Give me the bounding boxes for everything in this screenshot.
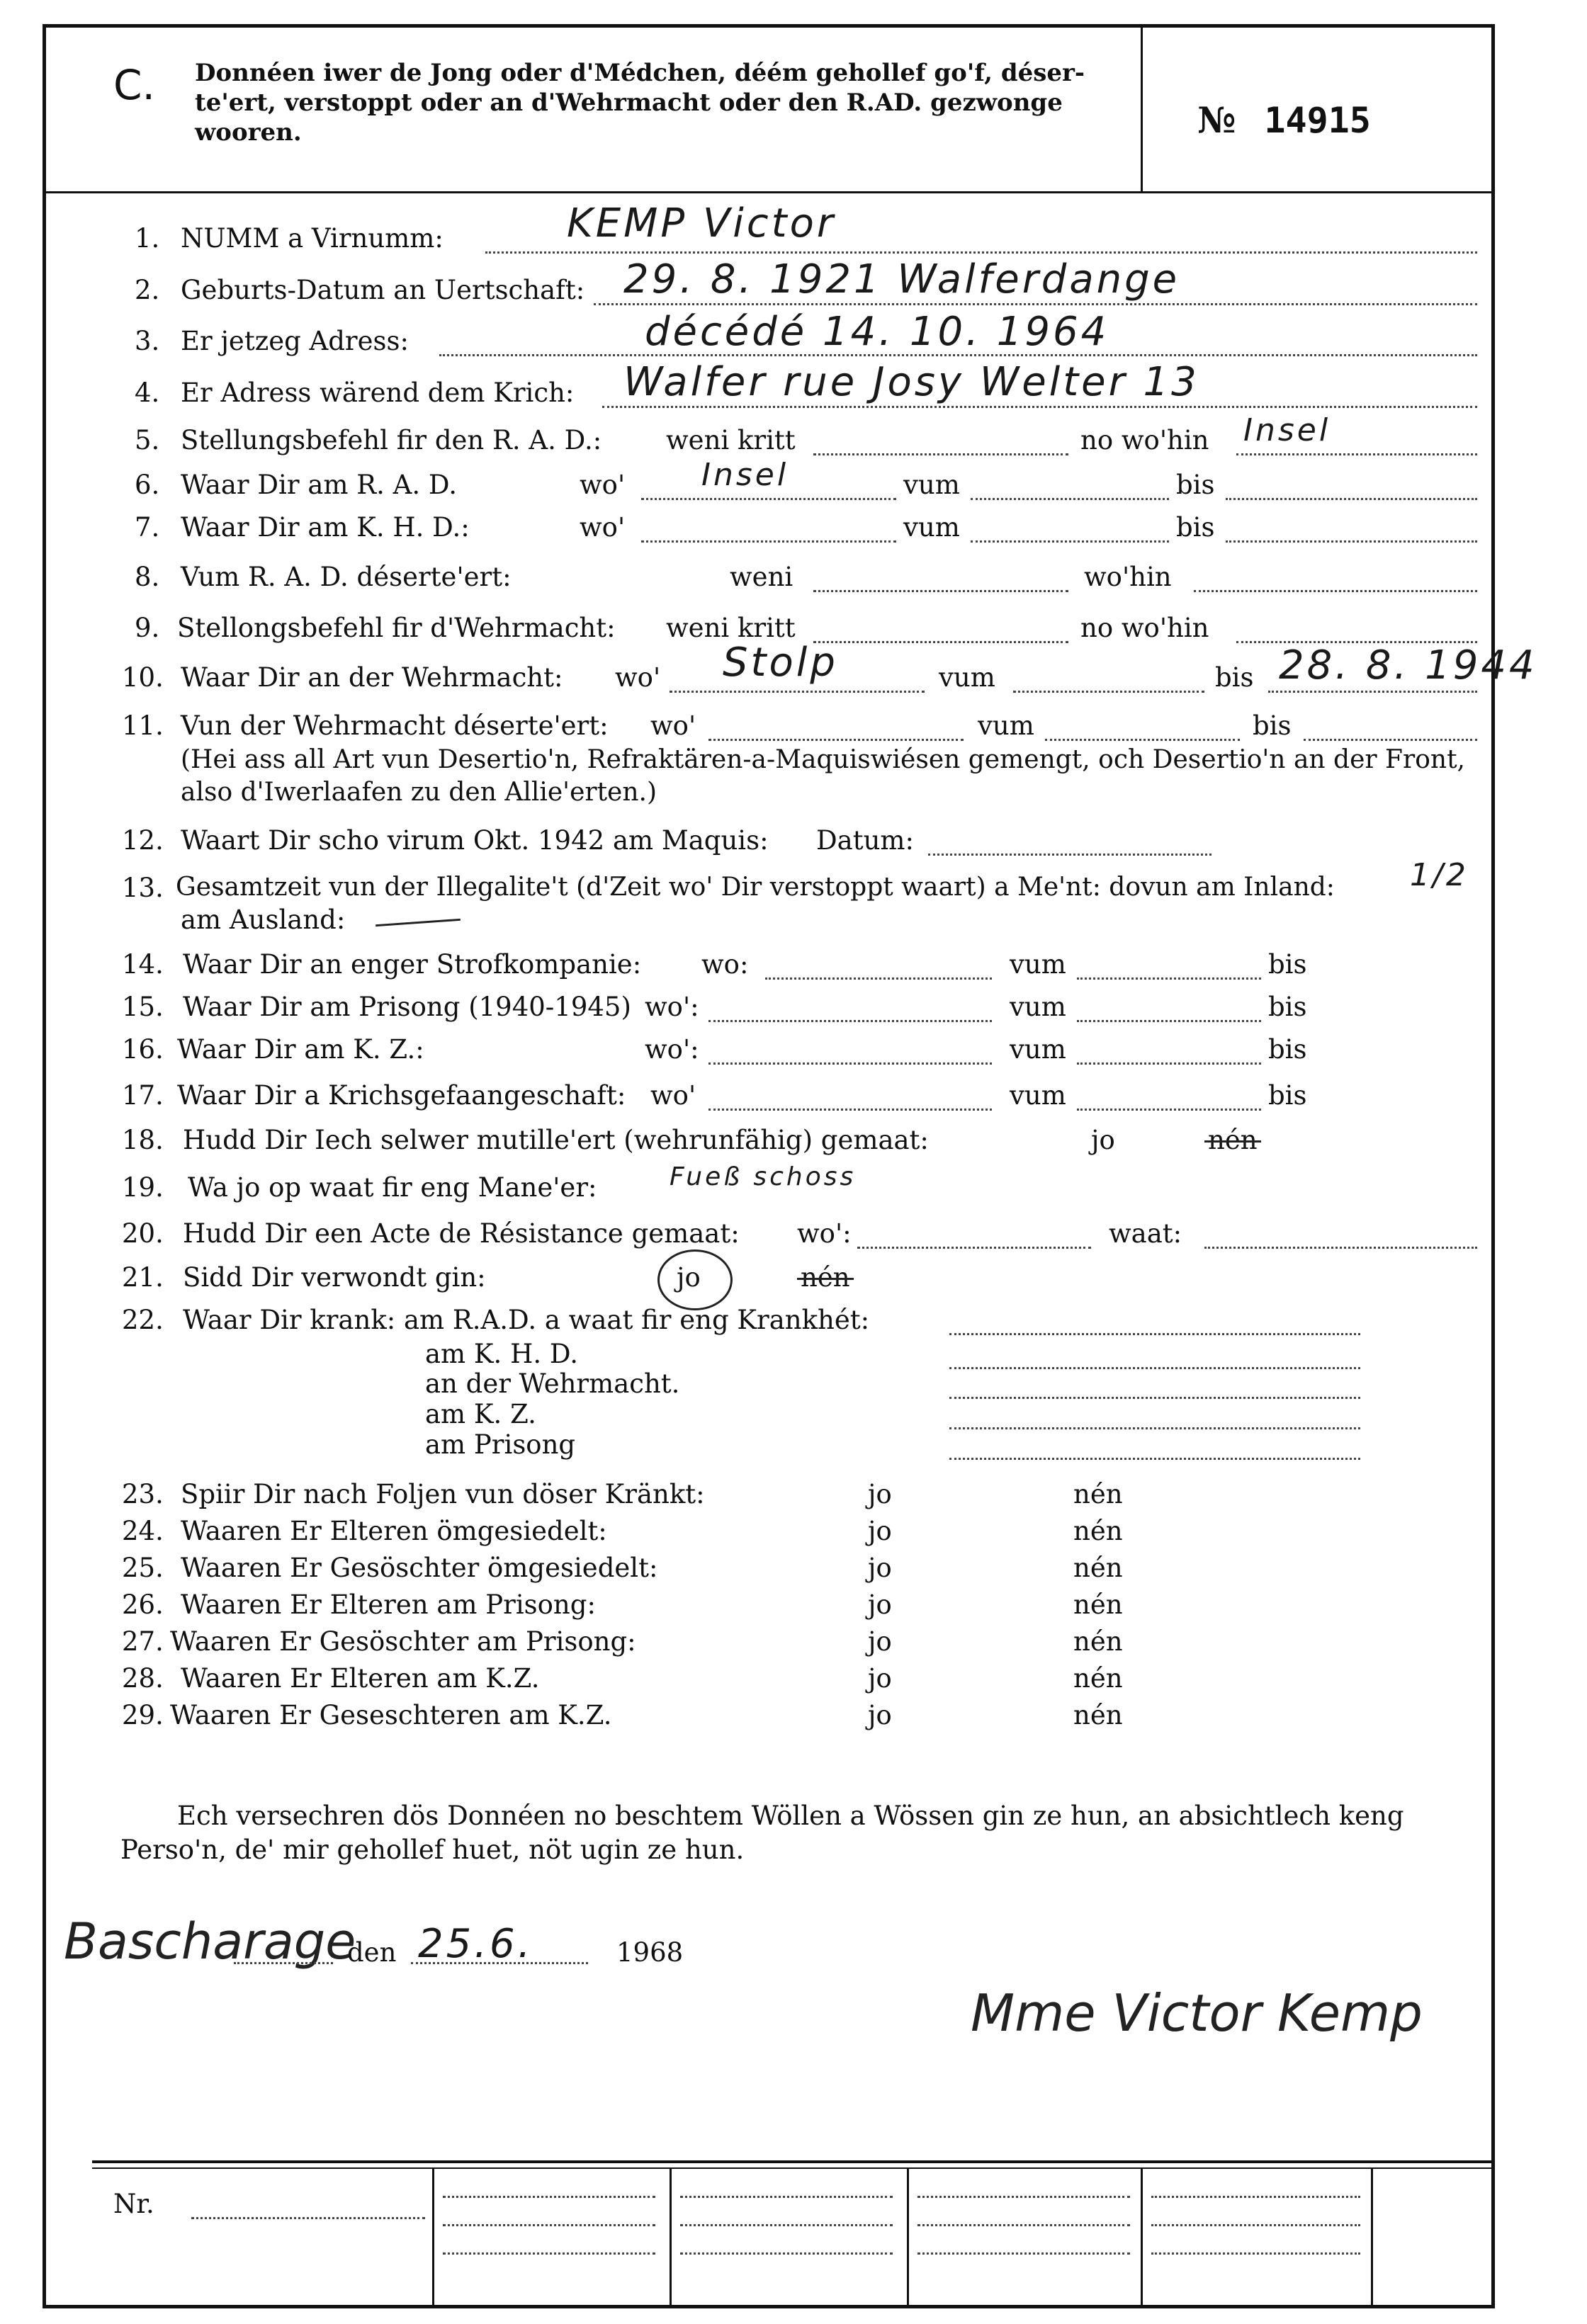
field-sublabel: am K. H. D. (425, 1339, 578, 1369)
footer-column-divider (670, 2167, 672, 2306)
handwritten-dash (375, 919, 461, 926)
field-line[interactable] (485, 251, 1477, 254)
field-number: 8. (135, 562, 160, 592)
declaration-text: Ech versechren dös Donnéen no beschtem Wöllen a Wössen gin ze hun, an absichtlech keng Perso'n, de' mir gehollef huet, nöt ugin ze hun. (120, 1801, 1404, 1865)
field-label: Waar Dir am R. A. D. (181, 470, 457, 500)
option-jo[interactable]: jo (868, 1589, 892, 1620)
footer-line[interactable] (917, 2224, 1130, 2226)
field-sublabel: vum (978, 710, 1034, 741)
field-number: 6. (135, 470, 160, 500)
field-label: Waar Dir am K. H. D.: (181, 512, 470, 543)
field-sublabel: am Prisong (425, 1429, 576, 1460)
field-line[interactable] (641, 498, 896, 500)
field-number: 4. (135, 378, 160, 408)
field-row-20 (0, 1218, 1587, 1254)
field-row-10 (0, 640, 1587, 698)
option-jo[interactable]: jo (868, 1626, 892, 1657)
field-number: 29. (122, 1700, 164, 1730)
field-row-23 (0, 1479, 1587, 1514)
field-label: Waaren Er Gesöschter ömgesiedelt: (181, 1553, 658, 1583)
field-row-1 (0, 200, 1587, 259)
field-line[interactable] (1194, 590, 1477, 592)
handwritten-war-address: Walfer rue Josy Welter 13 (623, 359, 1199, 405)
field-line[interactable] (1304, 739, 1477, 741)
option-nen[interactable]: nén (1073, 1700, 1123, 1730)
field-number: 17. (122, 1080, 164, 1111)
field-label: Waar Dir am K. Z.: (177, 1034, 424, 1065)
field-sublabel: vum (1010, 949, 1066, 980)
field-line[interactable] (1226, 498, 1477, 500)
header-divider (43, 191, 1495, 193)
field-sublabel: bis (1176, 470, 1215, 500)
footer-column-divider (1141, 2167, 1143, 2306)
place-line[interactable] (234, 1962, 333, 1964)
field-line[interactable] (602, 406, 1477, 408)
field-line[interactable] (708, 1020, 992, 1022)
field-line[interactable] (1268, 691, 1477, 693)
field-line[interactable] (813, 641, 1068, 643)
option-nen[interactable]: nén (1073, 1626, 1123, 1657)
field-row-18 (0, 1125, 1587, 1160)
field-row-17 (0, 1080, 1587, 1116)
handwritten-wehrmacht-place: Stolp (723, 640, 838, 686)
option-jo[interactable]: jo (868, 1479, 892, 1509)
field-row-22 (0, 1305, 1587, 1340)
field-line[interactable] (1236, 453, 1477, 455)
option-jo[interactable]: jo (677, 1262, 701, 1293)
handwritten-rad-destination: Insel (1243, 412, 1331, 448)
field-sublabel: wo' (615, 662, 661, 693)
field-row-21 (0, 1262, 1587, 1298)
field-number: 16. (122, 1034, 164, 1065)
field-label: Stellungsbefehl fir den R. A. D.: (181, 425, 602, 455)
field-number: 2. (135, 275, 160, 305)
handwritten-wehrmacht-end: 28. 8. 1944 (1279, 642, 1537, 688)
field-number: 24. (122, 1516, 164, 1546)
field-sublabel: wo': (645, 992, 699, 1022)
handwritten-name: KEMP Victor (567, 200, 836, 246)
field-line[interactable] (708, 1062, 992, 1065)
header-vertical-divider (1141, 24, 1143, 191)
option-jo[interactable]: jo (868, 1700, 892, 1730)
footer-column-divider (432, 2167, 434, 2306)
field-row-12 (0, 825, 1587, 861)
handwritten-inland-months: 1/2 (1410, 857, 1469, 893)
field-line[interactable] (928, 854, 1212, 856)
field-sublabel: vum (1010, 1080, 1066, 1111)
field-label: Er jetzeg Adress: (181, 326, 409, 356)
footer-divider (92, 2160, 1495, 2163)
field-line[interactable] (1077, 1062, 1261, 1065)
field-row-2 (0, 256, 1587, 310)
field-label: Waar Dir an enger Strofkompanie: (183, 949, 642, 980)
field-label: Geburts-Datum an Uertschaft: (181, 275, 585, 305)
field-number: 11. (122, 710, 164, 741)
field-sublabel: vum (903, 470, 960, 500)
field-label: Waaren Er Elteren am K.Z. (181, 1663, 540, 1694)
field-row-27 (0, 1626, 1587, 1662)
field-line[interactable] (949, 1458, 1360, 1460)
field-label: Waar Dir krank: am R.A.D. a waat fir eng Krankhét: (183, 1305, 870, 1335)
field-sublabel: vum (1010, 992, 1066, 1022)
field-label: Stellongsbefehl fir d'Wehrmacht: (177, 613, 616, 643)
field-line[interactable] (1077, 1109, 1261, 1111)
field-line[interactable] (1045, 739, 1240, 741)
field-sublabel: bis (1176, 512, 1215, 543)
field-row-26 (0, 1589, 1587, 1625)
field-sublabel: weni kritt (666, 613, 796, 643)
field-row-8 (0, 562, 1587, 597)
field-row-7 (0, 512, 1587, 548)
field-label: Wa jo op waat fir eng Mane'er: (188, 1172, 597, 1203)
footer-column-divider (907, 2167, 909, 2306)
field-sublabel: weni (730, 562, 794, 592)
strikethrough-nen (1204, 1140, 1261, 1143)
field-sublabel: no wo'hin (1080, 613, 1209, 643)
field-line[interactable] (949, 1333, 1360, 1335)
den-label: den (347, 1937, 397, 1968)
field-line[interactable] (765, 977, 992, 980)
field-sublabel: wo' (650, 710, 696, 741)
field-row-6 (0, 457, 1587, 505)
field-row-29 (0, 1700, 1587, 1735)
footer-line[interactable] (443, 2224, 655, 2226)
field-number: 5. (135, 425, 160, 455)
footer-column-divider (1371, 2167, 1373, 2306)
field-label: Hudd Dir een Acte de Résistance gemaat: (183, 1218, 740, 1249)
field-sublabel: bis (1215, 662, 1254, 693)
field-number: 25. (122, 1553, 164, 1583)
field-number: 12. (122, 825, 164, 856)
field-sublabel: waat: (1109, 1218, 1182, 1249)
field-sublabel: wo' (580, 470, 626, 500)
footer-line[interactable] (680, 2224, 893, 2226)
option-nen[interactable]: nén (1073, 1553, 1123, 1583)
field-number: 1. (135, 223, 160, 254)
field-sublabel: vum (903, 512, 960, 543)
field-row-25 (0, 1553, 1587, 1588)
footer-line[interactable] (680, 2196, 893, 2198)
field-row-4 (0, 359, 1587, 413)
field-number: 3. (135, 326, 160, 356)
field-number: 28. (122, 1663, 164, 1694)
field-line[interactable] (813, 590, 1068, 592)
field-sublabel: wo'hin (1084, 562, 1172, 592)
nr-line[interactable] (191, 2217, 425, 2219)
option-nen[interactable]: nén (1073, 1516, 1123, 1546)
field-number: 14. (122, 949, 164, 980)
field-label: Gesamtzeit vun der Illegalite't (d'Zeit wo' Dir verstoppt waart) a Me'nt: dovun am Inland: (176, 873, 1335, 902)
footer-line[interactable] (443, 2252, 655, 2255)
field-label: Vum R. A. D. déserte'ert: (181, 562, 512, 592)
field-line[interactable] (594, 303, 1477, 305)
option-nen[interactable]: nén (1073, 1663, 1123, 1694)
field-row-28 (0, 1663, 1587, 1699)
form-number (1197, 99, 1371, 141)
field-line[interactable] (1013, 691, 1204, 693)
field-number: 13. (122, 873, 164, 903)
field-row-13 (0, 857, 1587, 908)
nr-label: Nr. (113, 2189, 154, 2219)
field-line[interactable] (971, 498, 1169, 500)
field-number: 9. (135, 613, 160, 643)
field-sublabel: wo' (650, 1080, 696, 1111)
field-line[interactable] (670, 691, 925, 693)
footer-line[interactable] (680, 2252, 893, 2255)
field-sublabel: Datum: (816, 825, 914, 856)
option-nen[interactable]: nén (1073, 1479, 1123, 1509)
field-sublabel: vum (1010, 1034, 1066, 1065)
footer-line[interactable] (917, 2252, 1130, 2255)
field-11-note: (Hei ass all Art vun Desertio'n, Refraktären-a-Maquiswiésen gemengt, och Desertio'n an der Front, also d'Iwerlaafen zu den Allie'erten.) (181, 745, 1465, 807)
field-row-13-ausland (0, 905, 1587, 940)
handwritten-date: 25.6. (418, 1921, 533, 1967)
field-number: 10. (122, 662, 164, 693)
section-letter: C. (113, 61, 155, 109)
handwritten-place: Bascharage (64, 1912, 356, 1971)
field-line[interactable] (1204, 1247, 1477, 1249)
handwritten-rad-place: Insel (701, 457, 789, 493)
field-number: 19. (122, 1172, 164, 1203)
signature: Mme Victor Kemp (971, 1983, 1423, 2043)
field-number: 23. (122, 1479, 164, 1509)
field-label: NUMM a Virnumm: (181, 223, 444, 254)
field-sublabel: vum (939, 662, 995, 693)
year-label: 1968 (616, 1937, 684, 1968)
option-jo[interactable]: jo (1091, 1125, 1115, 1155)
field-label: Er Adress wärend dem Krich: (181, 378, 575, 408)
field-line[interactable] (971, 540, 1169, 543)
option-nen[interactable]: nén (1073, 1589, 1123, 1620)
field-line[interactable] (708, 1109, 992, 1111)
field-row-5 (0, 412, 1587, 460)
field-sublabel: no wo'hin (1080, 425, 1209, 455)
field-line[interactable] (1226, 540, 1477, 543)
field-number: 15. (122, 992, 164, 1022)
footer-line[interactable] (1151, 2224, 1360, 2226)
field-label: Waaren Er Gesöschter am Prisong: (170, 1626, 636, 1657)
field-row-3 (0, 309, 1587, 361)
option-nen[interactable]: nén (1208, 1125, 1258, 1155)
field-label: Waart Dir scho virum Okt. 1942 am Maquis: (181, 825, 769, 856)
field-sublabel: bis (1268, 1080, 1307, 1111)
footer-divider-thin (92, 2167, 1495, 2169)
field-label: Waaren Er Geseschteren am K.Z. (170, 1700, 612, 1730)
handwritten-address: décédé 14. 10. 1964 (645, 309, 1109, 355)
field-label: Waaren Er Elteren am Prisong: (181, 1589, 596, 1620)
form-number-value: 14915 (1264, 100, 1371, 141)
footer-line[interactable] (1151, 2196, 1360, 2198)
option-jo[interactable]: jo (868, 1663, 892, 1694)
field-line[interactable] (813, 453, 1068, 455)
field-number: 27. (122, 1626, 164, 1657)
field-line[interactable] (708, 739, 964, 741)
field-sublabel: bis (1268, 949, 1307, 980)
circled-answer (657, 1249, 733, 1310)
field-sublabel: wo: (701, 949, 749, 980)
field-sublabel: weni kritt (666, 425, 796, 455)
field-number: 18. (122, 1125, 164, 1155)
field-label: Waar Dir am Prisong (1940-1945) (183, 992, 631, 1022)
field-sublabel: wo': (797, 1218, 852, 1249)
field-label: Waaren Er Elteren ömgesiedelt: (181, 1516, 607, 1546)
field-row-24 (0, 1516, 1587, 1551)
field-sublabel: an der Wehrmacht. (425, 1368, 680, 1399)
field-sublabel: bis (1268, 1034, 1307, 1065)
footer-line[interactable] (443, 2196, 655, 2198)
field-line[interactable] (857, 1247, 1091, 1249)
field-sublabel: am Ausland: (181, 905, 346, 935)
field-number: 20. (122, 1218, 164, 1249)
option-nen[interactable]: nén (801, 1262, 850, 1293)
field-line[interactable] (1077, 977, 1261, 980)
field-row-19 (0, 1162, 1587, 1208)
field-sublabel: bis (1253, 710, 1292, 741)
field-row-14 (0, 949, 1587, 985)
field-label: Hudd Dir Iech selwer mutille'ert (wehrunfähig) gemaat: (183, 1125, 929, 1155)
field-sublabel: wo': (645, 1034, 699, 1065)
field-label: Sidd Dir verwondt gin: (183, 1262, 486, 1293)
header-title: Donnéen iwer de Jong oder d'Médchen, déém gehollef go'f, déser-te'ert, verstoppt oder an d'Wehrmacht oder den R.AD. gezwonge wooren. (195, 59, 1085, 147)
handwritten-method: Fueß schoss (670, 1162, 857, 1191)
field-number: 21. (122, 1262, 164, 1293)
field-row-11 (0, 710, 1587, 746)
field-sublabel: wo' (580, 512, 626, 543)
field-line[interactable] (641, 540, 896, 543)
field-sublabel: am K. Z. (425, 1399, 536, 1429)
field-sublabel: bis (1268, 992, 1307, 1022)
field-number: 7. (135, 512, 160, 543)
field-line[interactable] (1077, 1020, 1261, 1022)
footer-line[interactable] (1151, 2252, 1360, 2255)
number-sign: № (1197, 99, 1236, 141)
field-label: Waar Dir a Krichsgefaangeschaft: (177, 1080, 626, 1111)
field-label: Vun der Wehrmacht déserte'ert: (181, 710, 609, 741)
field-number: 26. (122, 1589, 164, 1620)
field-label: Spiir Dir nach Foljen vun döser Kränkt: (181, 1479, 705, 1509)
field-row-22-sub (0, 1429, 1587, 1465)
field-number: 22. (122, 1305, 164, 1335)
option-jo[interactable]: jo (868, 1516, 892, 1546)
footer-line[interactable] (917, 2196, 1130, 2198)
field-row-16 (0, 1034, 1587, 1070)
field-row-15 (0, 992, 1587, 1027)
option-jo[interactable]: jo (868, 1553, 892, 1583)
field-label: Waar Dir an der Wehrmacht: (181, 662, 563, 693)
handwritten-birth: 29. 8. 1921 Walferdange (623, 256, 1180, 302)
strikethrough-nen (797, 1278, 854, 1280)
